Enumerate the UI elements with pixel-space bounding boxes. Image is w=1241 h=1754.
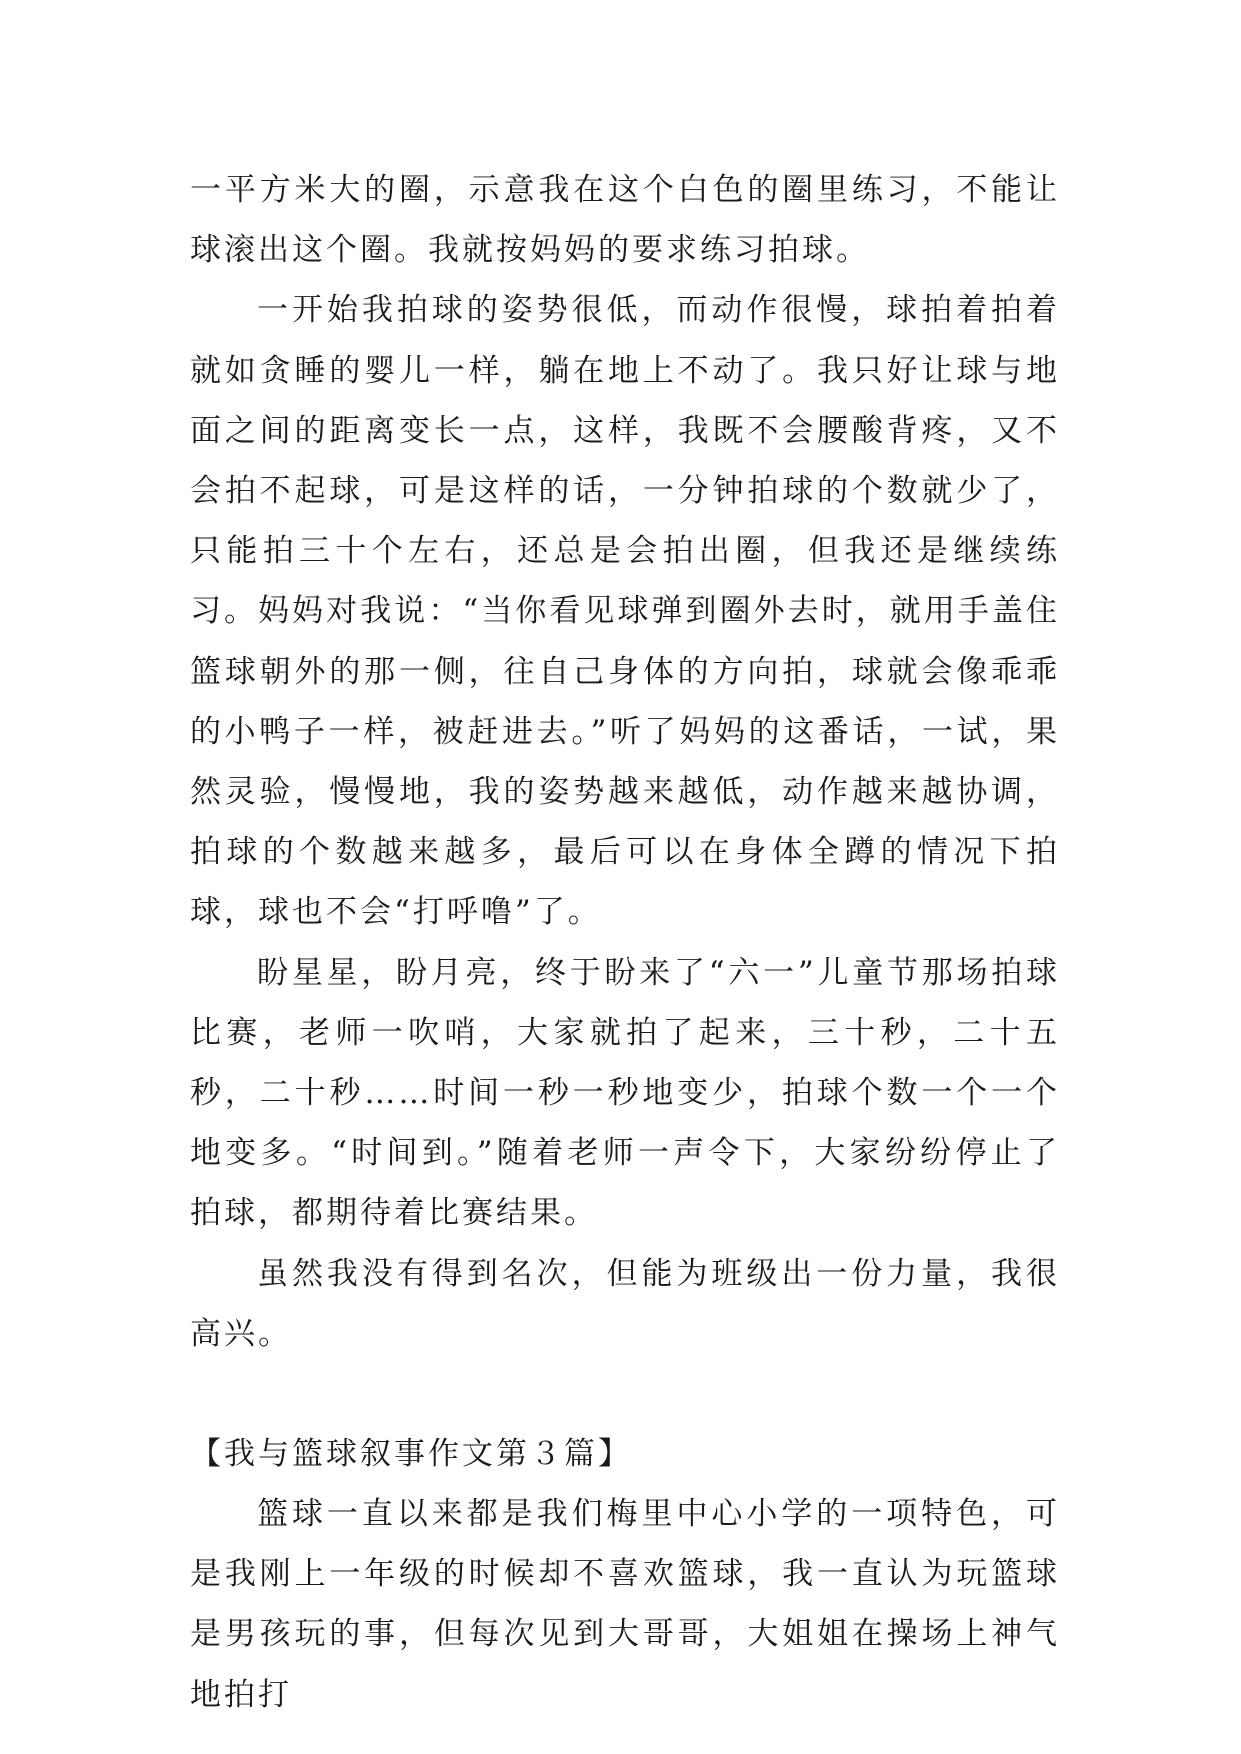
paragraph-4: 虽然我没有得到名次，但能为班级出一份力量，我很高兴。 [190,1255,1060,1352]
document-body [190,160,1060,1725]
paragraph-5: 篮球一直以来都是我们梅里中心小学的一项特色，可是我刚上一年级的时候却不喜欢篮球，我一直认为玩篮球是男孩玩的事，但每次见到大哥哥，大姐姐在操场上神气地拍打 [190,1496,1060,1713]
paragraph-1: 一平方米大的圈，示意我在这个白色的圈里练习，不能让球滚出这个圈。我就按妈妈的要求练习拍球。 [190,172,1060,269]
section-spacer [190,1364,1060,1424]
paragraph-2: 一开始我拍球的姿势很低，而动作很慢，球拍着拍着就如贪睡的婴儿一样，躺在地上不动了。我只好让球与地面之间的距离变长一点，这样，我既不会腰酸背疼，又不会拍不起球，可是这样的话，一分钟拍球的个数就少了，只能拍三十个左右，还总是会拍出圈，但我还是继续练习。妈妈对我说：“当你看见球弹到圈外去时，就用手盖住篮球朝外的那一侧，往自己身体的方向拍，球就会像乖乖的小鸭子一样，被赶进去。”听了妈妈的这番话，一试，果然灵验，慢慢地，我的姿势越来越低，动作越来越协调，拍球的个数越来越多，最后可以在身体全蹲的情况下拍球，球也不会“打呼噜”了。 [190,292,1060,931]
paragraph-3: 盼星星，盼月亮，终于盼来了“六一”儿童节那场拍球比赛，老师一吹哨，大家就拍了起来，三十秒，二十五秒，二十秒……时间一秒一秒地变少，拍球个数一个一个地变多。“时间到。”随着老师一声令下，大家纷纷停止了拍球，都期待着比赛结果。 [190,954,1060,1232]
section-heading: 【我与篮球叙事作文第３篇】 [190,1436,632,1473]
